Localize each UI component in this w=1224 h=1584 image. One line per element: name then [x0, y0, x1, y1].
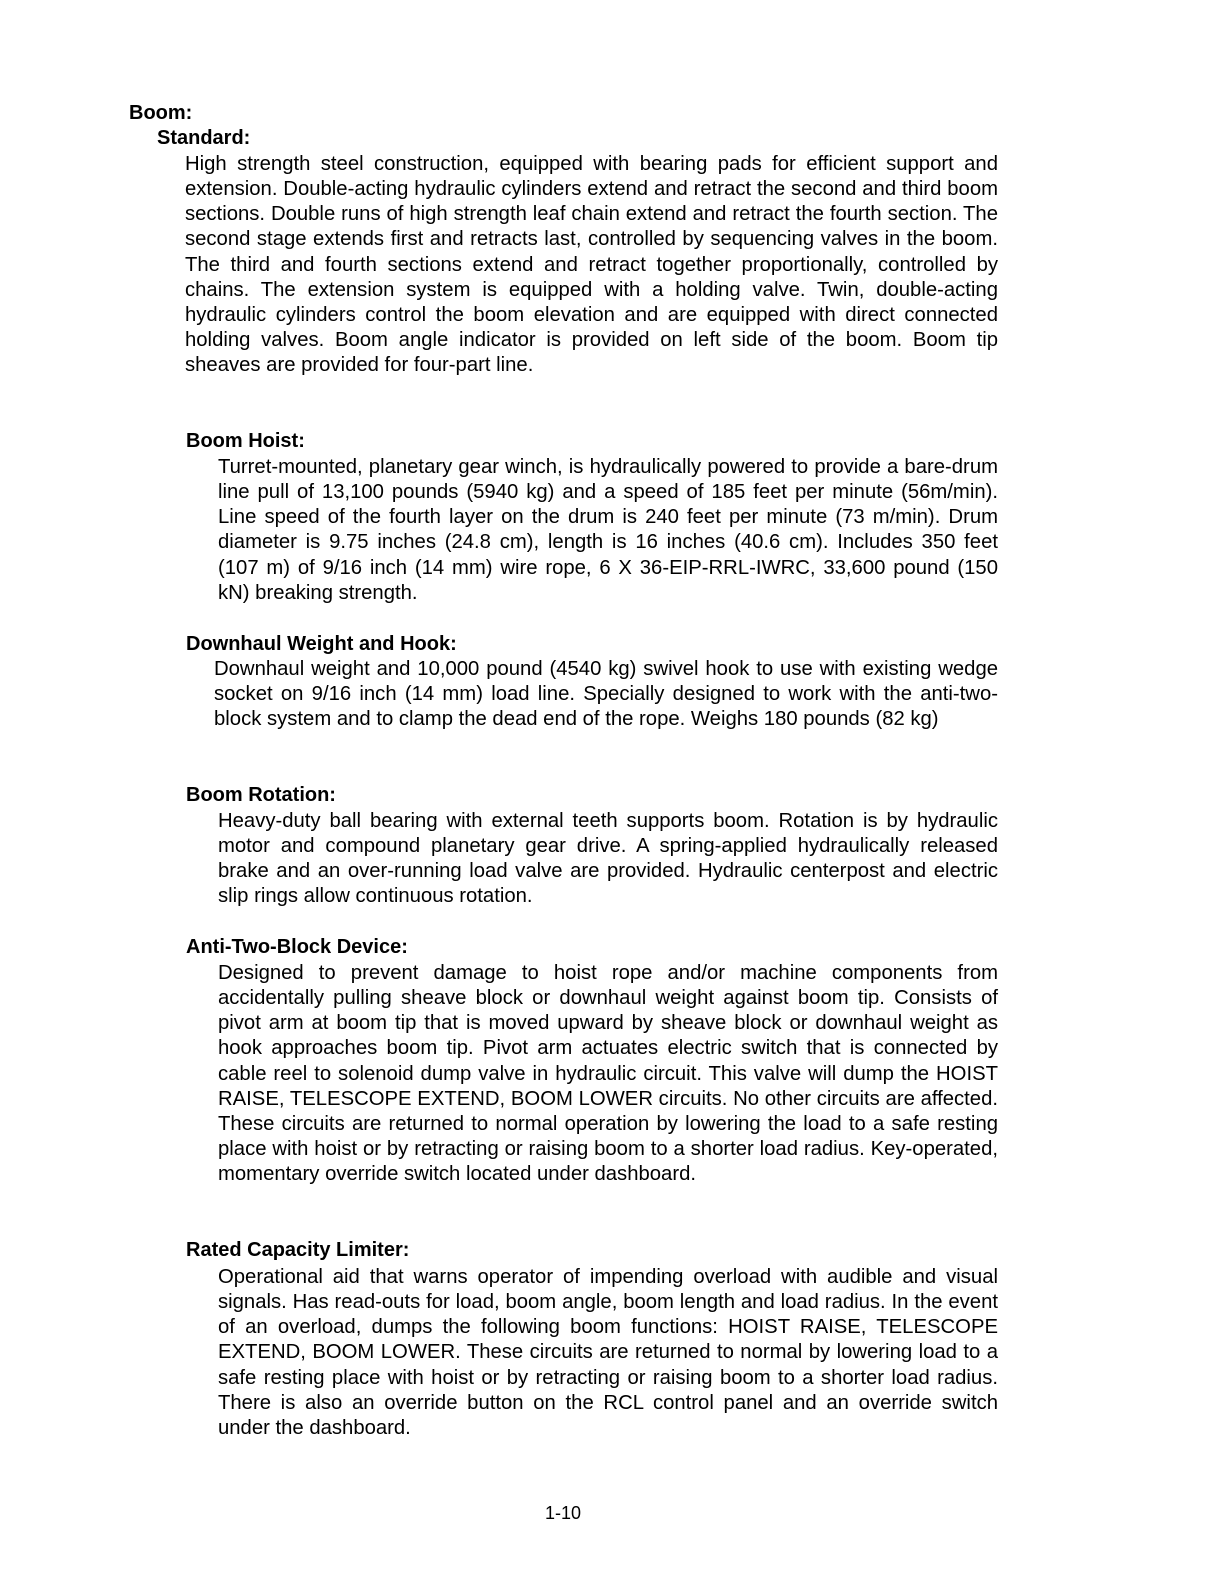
boom-rotation-heading: Boom Rotation: [186, 784, 336, 806]
anti-two-block-paragraph: Designed to prevent damage to hoist rope and/or machine components from accidentally pulling sheave block or downhaul weight against boom tip. Consists of pivot arm at boom tip that is moved upward by sheave block or downhaul weight as hook approaches boom tip. Pivot arm actuates electric switch that is connected by cable reel to solenoid dump valve in hydraulic circuit. This valve will dump the HOIST RAISE, TELESCOPE EXTEND, BOOM LOWER circuits. No other circuits are affected. These circuits are returned to normal operation by lowering the load to a safe resting place with hoist or by retracting or raising boom to a shorter load radius. Key-operated, momentary override switch located under dashboard. [218, 962, 998, 1186]
anti-two-block-heading: Anti-Two-Block Device: [186, 936, 408, 958]
downhaul-heading: Downhaul Weight and Hook: [186, 633, 457, 655]
subheading-standard: Standard: [157, 127, 251, 149]
rated-capacity-limiter-paragraph: Operational aid that warns operator of impending overload with audible and visual signals. Has read-outs for load, boom angle, boom length and load radius. In the event of an overload, dumps the following boom functions: HOIST RAISE, TELESCOPE EXTEND, BOOM LOWER. These circuits are returned to normal by lowering load to a safe resting place with hoist or by retracting or raising boom to a shorter load radius. There is also an override button on the RCL control panel and an override switch under the dashboard. [218, 1266, 998, 1439]
downhaul-paragraph: Downhaul weight and 10,000 pound (4540 kg) swivel hook to use with existing wedge socket on 9/16 inch (14 mm) load line. Specially designed to work with the anti-two-block system and to clamp the dead end of the rope. Weighs 180 pounds (82 kg) [214, 658, 998, 731]
boom-rotation-paragraph: Heavy-duty ball bearing with external teeth supports boom. Rotation is by hydraulic motor and compound planetary gear drive. A spring-applied hydraulically released brake and an over-running load valve are provided. Hydraulic centerpost and electric slip rings allow continuous rotation. [218, 810, 998, 908]
rated-capacity-limiter-heading: Rated Capacity Limiter: [186, 1239, 410, 1261]
boom-hoist-paragraph: Turret-mounted, planetary gear winch, is hydraulically powered to provide a bare-drum line pull of 13,100 pounds (5940 kg) and a speed of 185 feet per minute (56m/min). Line speed of the fourth layer on the drum is 240 feet per minute (73 m/min). Drum diameter is 9.75 inches (24.8 cm), length is 16 inches (40.6 cm). Includes 350 feet (107 m) of 9/16 inch (14 mm) wire rope, 6 X 36-EIP-RRL-IWRC, 33,600 pound (150 kN) breaking strength. [218, 456, 998, 604]
boom-hoist-heading: Boom Hoist: [186, 430, 305, 452]
standard-paragraph: High strength steel construction, equipped with bearing pads for efficient support and extension. Double-acting hydraulic cylinders extend and retract the second and third boom sections. Double runs of high strength leaf chain extend and retract the fourth section. The second stage extends first and retracts last, controlled by sequencing valves in the boom. The third and fourth sections extend and retract together proportionally, controlled by chains. The extension system is equipped with a holding valve. Twin, double-acting hydraulic cylinders control the boom elevation and are equipped with direct connected holding valves. Boom angle indicator is provided on left side of the boom. Boom tip sheaves are provided for four-part line. [185, 153, 998, 377]
section-heading-boom: Boom: [129, 102, 193, 124]
page-number: 1-10 [544, 1503, 582, 1523]
